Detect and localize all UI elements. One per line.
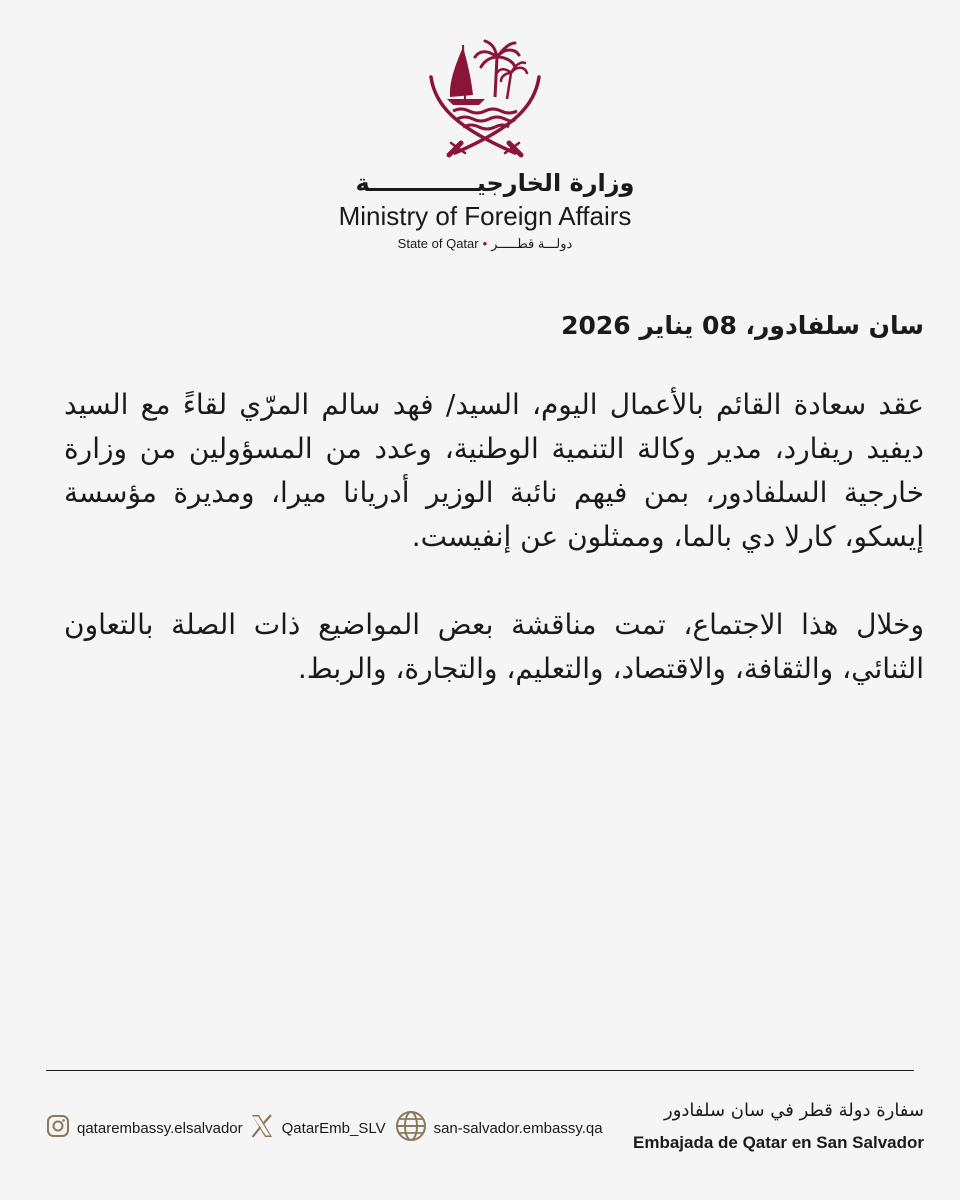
article-body <box>64 383 924 735</box>
globe-icon <box>395 1110 427 1146</box>
embassy-name <box>633 1098 924 1156</box>
x-link[interactable] <box>249 1113 386 1143</box>
state-line <box>300 235 670 253</box>
ministry-header <box>300 168 670 253</box>
embassy-name-es: Embajada de Qatar en San Salvador <box>632 1133 924 1152</box>
ministry-name-ar: وزارة الخارجيـــــــــــــة <box>355 169 635 197</box>
state-ar: دولـــة قطـــــر <box>491 236 573 251</box>
footer-divider <box>46 1070 914 1071</box>
separator-dot: • <box>482 236 488 251</box>
embassy-name-ar: سفارة دولة قطر في سان سلفادور <box>664 1100 924 1121</box>
instagram-link[interactable] <box>46 1114 243 1142</box>
website-url: san-salvador.embassy.qa <box>433 1119 603 1137</box>
instagram-handle: qatarembassy.elsalvador <box>77 1119 243 1137</box>
social-links <box>46 1110 603 1146</box>
qatar-emblem-icon <box>425 35 545 160</box>
x-icon <box>249 1113 275 1143</box>
state-en: State of Qatar <box>397 236 479 251</box>
website-link[interactable] <box>395 1110 603 1146</box>
paragraph-2: وخلال هذا الاجتماع، تمت مناقشة بعض المواضيع ذات الصلة بالتعاون الثنائي، والثقافة، والاقتصاد، والتعليم، والتجارة، والربط. <box>64 608 924 685</box>
ministry-name-en: Ministry of Foreign Affairs <box>338 201 632 231</box>
x-handle: QatarEmb_SLV <box>281 1119 386 1137</box>
paragraph-1: عقد سعادة القائم بالأعمال اليوم، السيد/ فهد سالم المرّي لقاءً مع السيد ديفيد ريفارد، مدير وكالة التنمية الوطنية، وعدد من المسؤولين من وزارة خارجية السلفادور، بمن فيهم نائبة الوزير أدريانا ميرا، ومديرة مؤسسة إيسكو، كارلا دي بالما، وممثلون عن إنفيست. <box>64 388 924 553</box>
instagram-icon <box>46 1114 70 1142</box>
dateline: سان سلفادور، 08 يناير 2026 <box>561 311 924 340</box>
